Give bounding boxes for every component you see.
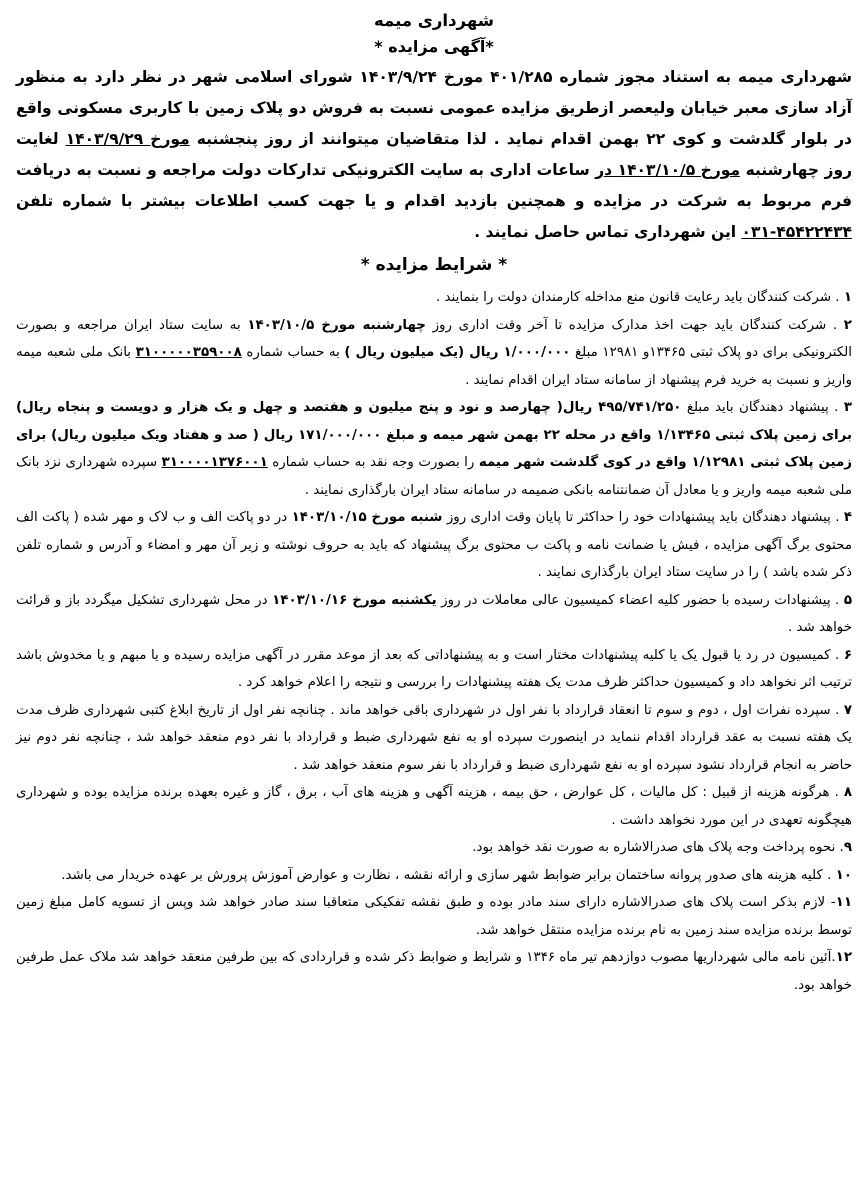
item-number: ۵ <box>843 592 852 608</box>
item-number: ۷ <box>843 702 852 718</box>
condition-item-10 <box>16 862 852 890</box>
item-number: ۱۲ <box>835 950 852 965</box>
item-text: .آئین نامه مالی شهرداریها مصوب دوازدهم تیر ماه ۱۳۴۶ و شرایط و ضوابط ذکر شده و قراردادی که بین طرفین منعقد خواهد شد ملاک عمل طرفین خواهد بود. <box>16 950 852 993</box>
item-account-number: ۳۱۰۰۰۰۰۳۵۹۰۰۸ <box>135 345 242 360</box>
condition-item-9 <box>16 834 852 862</box>
condition-item-7 <box>16 697 852 780</box>
item-text: . شرکت کنندگان باید رعایت قانون منع مداخله کارمندان دولت را بنمایند . <box>436 290 844 305</box>
condition-item-11 <box>16 889 852 944</box>
intro-paragraph <box>16 62 852 248</box>
item-text: . سپرده نفرات اول ، دوم و سوم تا انعقاد قرارداد با نفر اول در شهرداری باقی خواهد ماند . چنانچه نفر اول از تاریخ ابلاغ کتبی شهرداری ظرف مدت یک هفته نسبت به عقد قرارداد اقدام ننماید در اینصورت سپرده او به نفع شهرداری ضبط و قرارداد با نفر دوم منعقد خواهد شد ، چنانچه نفر دوم نیز حاضر به انجام قرارداد نشود سپرده او به نفع شهرداری ضبط و قرارداد با نفر سوم منعقد خواهد شد . <box>16 702 852 773</box>
item-text: . کلیه هزینه های صدور پروانه ساختمان برابر ضوابط شهر سازی و ارائه نقشه ، نظارت و عوارض آموزش پرورش بر عهده خریدار می باشد. <box>61 867 836 883</box>
item-deadline: چهارشنبه مورخ ۱۴۰۳/۱۰/۵ <box>247 317 426 333</box>
intro-text-1: شهرداری میمه به استناد مجوز شماره ۴۰۱/۲۸۵ مورخ ۱۴۰۳/۹/۲۴ شورای اسلامی شهر در نظر دارد به منظور آزاد سازی معبر خیابان ولیعصر ازطریق مزایده عمومی نسبت به فروش دو پلاک زمین با کاربری مسکونی واقع در بلوار گلدشت و کوی ۲۲ بهمن اقدام نماید . لذا متقاضیان میتوانند از روز پنجشنبه <box>16 68 853 148</box>
intro-end-date: مورخ ۱۴۰۳/۱۰/۵ در <box>595 161 741 179</box>
condition-item-8 <box>16 779 852 834</box>
condition-item-5 <box>16 587 852 642</box>
item-text: . هرگونه هزینه از قبیل : کل مالیات ، کل عوارض ، حق بیمه ، هزینه آگهی و هزینه های آب ، برق ، گاز و غیره بعهده برنده مزایده بوده و شهرداری هیچگونه تعهدی در این مورد نخواهد داشت . <box>16 785 852 828</box>
item-number: ۱ <box>843 290 852 305</box>
intro-start-date: مورخ ۱۴۰۳/۹/۲۹ <box>65 130 190 148</box>
item-fee: ۱/۰۰۰/۰۰۰ ریال (یک میلیون ریال ) <box>344 345 571 360</box>
item-text: بانک ملی شعبه میمه واریز و نسبت به خرید فرم پیشنهاد از سامانه ستاد ایران اقدام نمایند . <box>16 345 852 388</box>
condition-item-3 <box>16 394 852 504</box>
intro-text-2: لغایت روز چهارشنبه <box>16 130 853 179</box>
condition-item-12 <box>16 944 852 999</box>
item-text: - لازم بذکر است پلاک های صدرالاشاره دارای سند مادر بوده و طبق نقشه تفکیکی متعاقبا سند صادر خواهد شد وپس از تسویه کامل مبلغ زمین توسط برنده مزایده سند زمین به نام برنده مزایده منتقل خواهد شد. <box>16 895 852 938</box>
item-number: ۱۰ <box>835 867 852 883</box>
condition-item-1 <box>16 284 852 312</box>
item-number: ۶ <box>843 647 852 663</box>
item-text: . پیشنهاد دهندگان باید پیشنهادات خود را حداکثر تا پایان وقت اداری روز <box>442 510 844 525</box>
auction-notice <box>16 0 852 999</box>
item-opening-date: یکشنبه مورخ ۱۴۰۳/۱۰/۱۶ <box>272 592 437 608</box>
item-deposit-amounts: ۴۹۵/۷۴۱/۲۵۰ ریال( چهارصد و نود و پنج میلیون و هفتصد و چهل و یک هزار و دویست و پنجاه ریال) برای زمین پلاک ثبتی ۱/۱۳۴۶۵ واقع در محله ۲۲ بهمن شهر میمه و مبلغ ۱۷۱/۰۰۰/۰۰۰ ریال ( صد و هفتاد ویک میلیون ریال) برای زمین پلاک ثبتی ۱/۱۲۹۸۱ واقع در کوی گلدشت شهر میمه <box>16 400 852 470</box>
intro-phone: ۴۵۴۲۲۴۳۴-۰۳۱ <box>741 223 852 241</box>
notice-title: *آگهی مزایده * <box>374 37 494 56</box>
item-number: ۴ <box>843 510 852 525</box>
item-text: . کمیسیون در رد یا قبول یک یا کلیه پیشنهادات مختار است و به پیشنهاداتی که بعد از موعد مقرر در آگهی مزایده رسیده و یا مبهم و یا مخدوش باشد ترتیب اثر نخواهد داد و کمیسیون حداکثر ظرف مدت یک هفته پیشنهادات را بررسی و نتیجه را اعلام خواهد کرد . <box>16 647 852 690</box>
item-number: ۸ <box>843 785 852 800</box>
item-text: . پیشنهاد دهندگان باید مبلغ <box>681 400 844 415</box>
item-text: در محل شهرداری تشکیل میگردد باز و قرائت خواهد شد . <box>16 592 852 635</box>
intro-text-4: این شهرداری تماس حاصل نمایند . <box>474 223 742 241</box>
item-text: را بصورت وجه نقد به حساب شماره <box>267 455 479 470</box>
item-text: به سایت ستاد ایران مراجعه و بصورت الکترونیکی برای دو پلاک ثبتی ۱۳۴۶۵و ۱۲۹۸۱ مبلغ <box>16 317 852 360</box>
conditions-title: * شرایط مزایده * <box>360 255 508 275</box>
item-text: . شرکت کنندگان باید جهت اخذ مدارک مزایده تا آخر وقت اداری روز <box>425 317 844 333</box>
item-number: ۹ <box>843 840 852 855</box>
item-text: سپرده شهرداری نزد بانک ملی شعبه میمه واریز و یا معادل آن ضمانتنامه بانکی ضمیمه در سامانه ستاد ایران بارگذاری نمایند . <box>16 455 852 498</box>
condition-item-2 <box>16 312 852 395</box>
condition-item-4 <box>16 504 852 587</box>
item-text: به حساب شماره <box>241 345 345 360</box>
item-deadline: شنبه مورخ ۱۴۰۳/۱۰/۱۵ <box>291 510 443 525</box>
item-text: در دو پاکت الف و ب لاک و مهر شده ( پاکت الف محتوی برگ آگهی مزایده ، فیش یا ضمانت نامه و پاکت ب محتوی برگ پیشنهاد که باید به حروف نوشته و زیر آن مهر و امضاء و آدرس و شماره تلفن ذکر شده باشد ) را در سایت ستاد ایران بارگذاری نمایند . <box>16 510 852 580</box>
item-number: ۲ <box>843 317 852 333</box>
item-number: ۳ <box>843 400 853 415</box>
org-name: شهرداری میمه <box>374 11 494 30</box>
item-text: . پیشنهادات رسیده با حضور کلیه اعضاء کمیسیون عالی معاملات در روز <box>436 592 844 608</box>
intro-text-3: ساعات اداری به سایت الکترونیکی تدارکات دولت مراجعه و نسبت به دریافت فرم مربوط به شرکت در مزایده و همچنین بازدید اقدام و یا جهت کسب اطلاعات بیشتر با شماره تلفن <box>16 161 852 210</box>
item-account-number: ۳۱۰۰۰۰۱۳۷۶۰۰۱ <box>161 455 268 470</box>
item-number: ۱۱ <box>835 895 852 910</box>
item-text: . نحوه پرداخت وجه پلاک های صدرالاشاره به صورت نقد خواهد بود. <box>472 840 844 855</box>
condition-item-6 <box>16 642 852 697</box>
